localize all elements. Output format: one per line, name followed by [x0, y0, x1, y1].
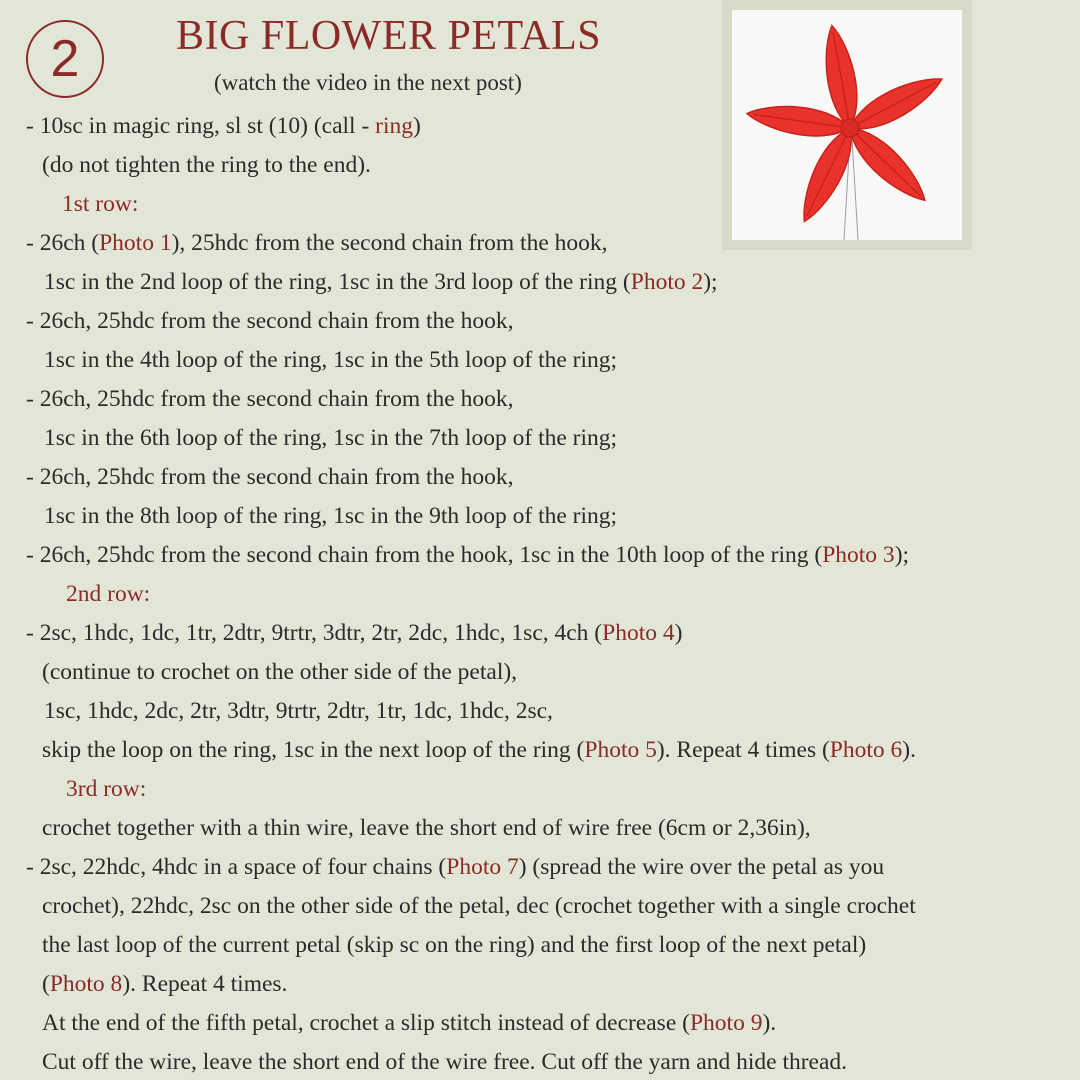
- instruction-line: [44, 420, 617, 456]
- instruction-text: ). Repeat 4 times.: [122, 971, 288, 997]
- instruction-text: - 26ch, 25hdc from the second chain from the hook,: [26, 308, 514, 334]
- instruction-text: ): [674, 620, 683, 646]
- instruction-text: - 26ch, 25hdc from the second chain from the hook, 1sc in the 10th loop of the ring (: [26, 542, 823, 568]
- instruction-line: [42, 147, 371, 183]
- row-heading: 1st row:: [62, 191, 139, 217]
- instruction-line: [42, 654, 517, 690]
- instruction-text: ). Repeat 4 times (: [656, 737, 830, 763]
- petal-vein: [854, 132, 920, 196]
- instruction-text: - 26ch, 25hdc from the second chain from the hook,: [26, 464, 514, 490]
- instruction-text: Cut off the wire, leave the short end of the wire free. Cut off the yarn and hide thread.: [42, 1049, 848, 1075]
- instruction-text: - 26ch, 25hdc from the second chain from the hook,: [26, 386, 514, 412]
- instruction-line: [26, 537, 909, 573]
- instruction-text: - 2sc, 1hdc, 1dc, 1tr, 2dtr, 9trtr, 3dtr, 2tr, 2dc, 1hdc, 1sc, 4ch (: [26, 620, 603, 646]
- photo-reference: Photo 3: [822, 542, 895, 568]
- instruction-line: [42, 732, 916, 768]
- instruction-text: );: [703, 269, 718, 295]
- photo-reference: ring: [375, 113, 414, 139]
- instruction-line: [26, 108, 421, 144]
- wire-stem: [852, 138, 858, 240]
- instruction-line: [26, 225, 608, 261]
- instruction-line: [42, 927, 866, 963]
- photo-reference: Photo 1: [99, 230, 172, 256]
- instruction-text: 1sc in the 2nd loop of the ring, 1sc in the 3rd loop of the ring (: [44, 269, 631, 295]
- instruction-line: [44, 342, 617, 378]
- instruction-line: [42, 888, 916, 924]
- instruction-text: 1sc in the 6th loop of the ring, 1sc in the 7th loop of the ring;: [44, 425, 618, 451]
- instruction-text: - 2sc, 22hdc, 4hdc in a space of four chains (: [26, 854, 447, 880]
- instruction-text: (: [42, 971, 50, 997]
- page-subtitle: (watch the video in the next post): [214, 70, 522, 95]
- photo-reference: Photo 2: [630, 269, 704, 295]
- instruction-line: [62, 186, 138, 222]
- instruction-text: (do not tighten the ring to the end).: [42, 152, 371, 178]
- page-title: BIG FLOWER PETALS: [176, 13, 602, 59]
- instruction-line: [42, 810, 811, 846]
- instruction-text: ) (spread the wire over the petal as you: [518, 854, 885, 880]
- instruction-text: - 10sc in magic ring, sl st (10) (call -: [26, 113, 376, 139]
- instruction-line: [26, 459, 514, 495]
- instruction-text: - 26ch (: [26, 230, 100, 256]
- instruction-line: [42, 1044, 847, 1080]
- instruction-text: 1sc, 1hdc, 2dc, 2tr, 3dtr, 9trtr, 2dtr, 1tr, 1dc, 1hdc, 2sc,: [44, 698, 553, 724]
- photo-reference: Photo 8: [49, 971, 123, 997]
- instruction-line: [42, 966, 287, 1002]
- flower-center: [841, 119, 859, 137]
- instruction-line: [26, 303, 514, 339]
- instruction-text: ), 25hdc from the second chain from the hook,: [171, 230, 608, 256]
- instruction-line: [44, 693, 553, 729]
- instruction-text: crochet together with a thin wire, leave the short end of wire free (6cm or 2,36in),: [42, 815, 811, 841]
- instruction-line: [42, 1005, 776, 1041]
- photo-reference: Photo 9: [689, 1010, 763, 1036]
- photo-reference: Photo 6: [829, 737, 903, 763]
- flower-photo: [722, 0, 972, 250]
- instruction-text: ).: [762, 1010, 777, 1036]
- instruction-text: ).: [902, 737, 916, 763]
- instruction-text: At the end of the fifth petal, crochet a slip stitch instead of decrease (: [42, 1010, 690, 1036]
- photo-reference: Photo 7: [446, 854, 519, 880]
- instruction-line: [66, 576, 150, 612]
- photo-reference: Photo 4: [602, 620, 675, 646]
- instruction-text: skip the loop on the ring, 1sc in the next loop of the ring (: [42, 737, 585, 763]
- instruction-text: 1sc in the 8th loop of the ring, 1sc in the 9th loop of the ring;: [44, 503, 618, 529]
- instruction-text: crochet), 22hdc, 2sc on the other side of the petal, dec (crochet together with a single crochet: [42, 893, 916, 919]
- photo-reference: Photo 5: [584, 737, 657, 763]
- instruction-line: [26, 615, 682, 651]
- instruction-text: ): [413, 113, 421, 139]
- instruction-text: (continue to crochet on the other side of the petal),: [42, 659, 518, 685]
- instruction-text: 1sc in the 4th loop of the ring, 1sc in the 5th loop of the ring;: [44, 347, 618, 373]
- step-number-badge: 2: [26, 20, 104, 98]
- instruction-line: [44, 498, 617, 534]
- row-heading: 3rd row:: [66, 776, 147, 802]
- instruction-line: [44, 264, 718, 300]
- instruction-line: [26, 381, 514, 417]
- instruction-text: );: [894, 542, 910, 568]
- row-heading: 2nd row:: [66, 581, 151, 607]
- instruction-line: [66, 771, 146, 807]
- instruction-line: [26, 849, 884, 885]
- instruction-text: the last loop of the current petal (skip sc on the ring) and the first loop of the next petal): [42, 932, 867, 958]
- flower-illustration: [732, 10, 962, 240]
